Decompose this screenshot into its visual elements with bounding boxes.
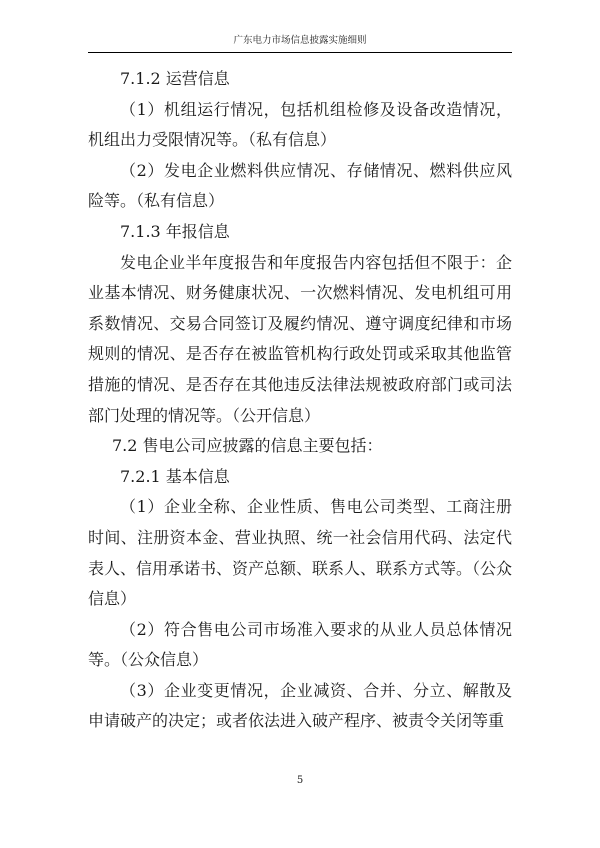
section-heading-7-2-1: 7.2.1 基本信息 (120, 466, 230, 486)
section-heading-7-1-2: 7.1.2 运营信息 (120, 69, 230, 88)
section-heading-7-2: 7.2 售电公司应披露的信息主要包括： (112, 436, 383, 456)
section-heading-7-1-3: 7.1.3 年报信息 (120, 221, 230, 241)
page-number: 5 (296, 775, 304, 786)
paragraph-operation-2: （2）发电企业燃料供应情况、存储情况、燃料供应风险等。（私有信息） (88, 160, 512, 211)
document-body (88, 64, 512, 737)
paragraph-basic-info-2: （2）符合售电公司市场准入要求的从业人员总体情况等。（公众信息） (88, 619, 512, 670)
paragraph-annual-report: 发电企业半年度报告和年度报告内容包括但不限于：企业基本情况、财务健康状况、一次燃料情况、发电机组可用系数情况、交易合同签订及履约情况、遵守调度纪律和市场规则的情况、是否存在被监管机构行政处罚或采取其他监管措施的情况、是否存在其他违反法律法规被政府部门或司法部门处理的情况等。（公开信息） (88, 252, 512, 425)
paragraph-basic-info-3: （3）企业变更情况，企业减资、合并、分立、解散及申请破产的决定；或者依法进入破产程序、被责令关闭等重 (88, 680, 512, 731)
page-header: 广东电力市场信息披露实施细则 (88, 30, 512, 53)
paragraph-basic-info-1: （1）企业全称、企业性质、售电公司类型、工商注册时间、注册资本金、营业执照、统一社会信用代码、法定代表人、信用承诺书、资产总额、联系人、联系方式等。（公众信息） (88, 497, 513, 609)
paragraph-operation-1: （1）机组运行情况，包括机组检修及设备改造情况，机组出力受限情况等。（私有信息） (88, 99, 512, 150)
